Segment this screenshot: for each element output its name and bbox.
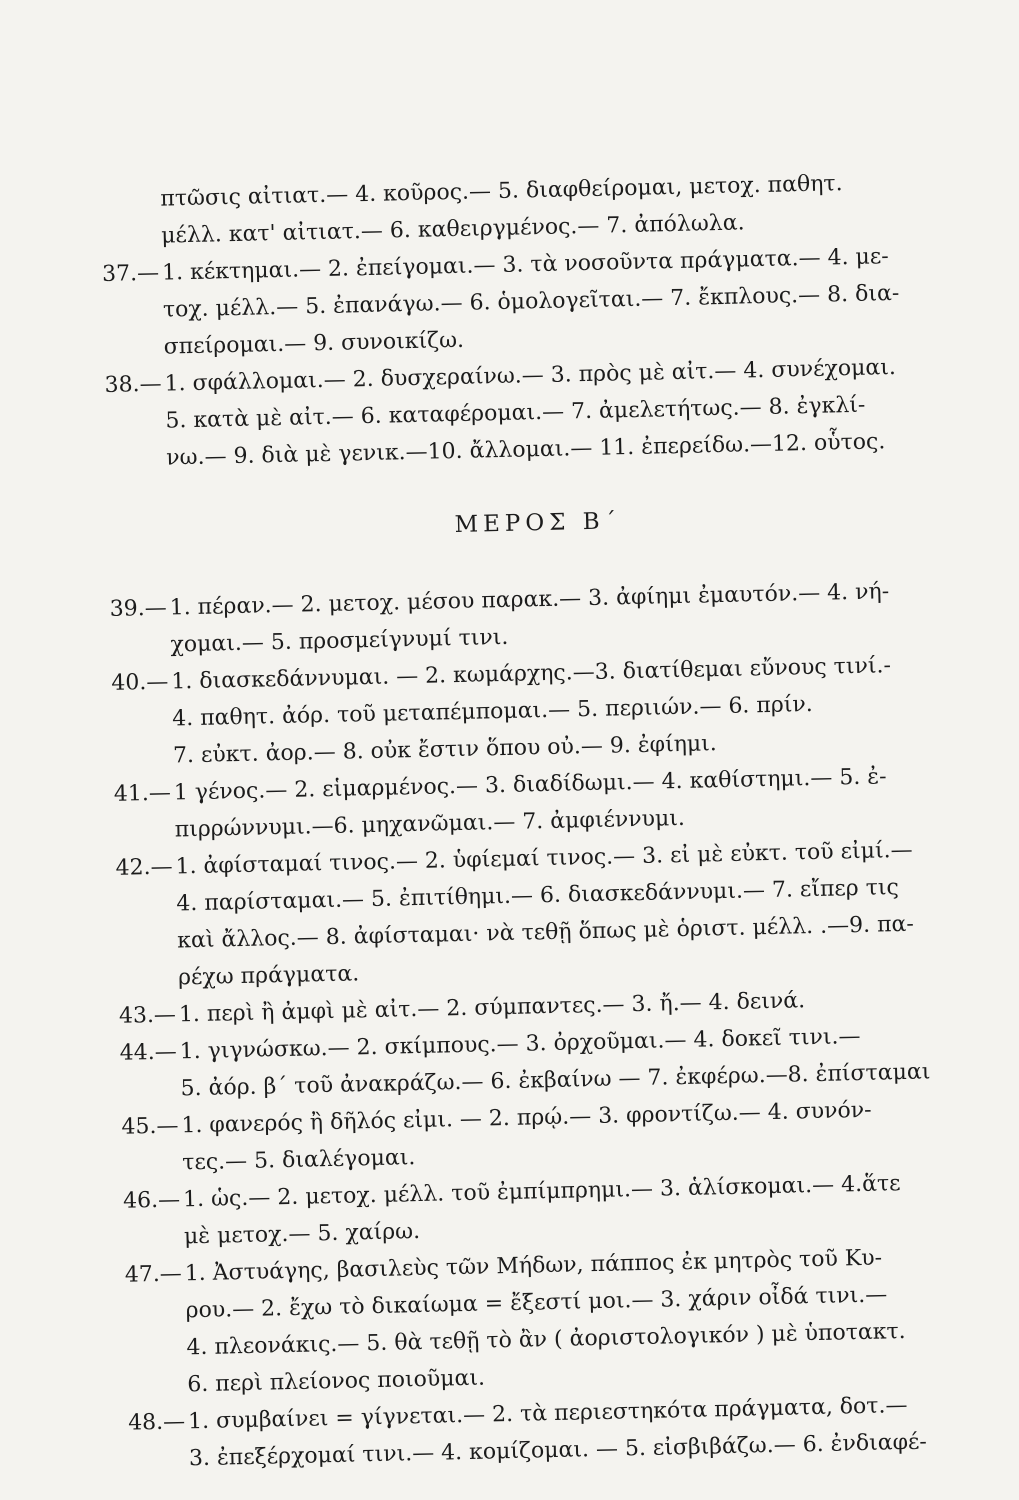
text-line: ρέχω πράγματα. <box>177 961 360 991</box>
text-line: σπείρομαι.— 9. συνοικίζω. <box>163 327 465 360</box>
entry-number: 39.— <box>109 595 167 622</box>
entry-number: 38.— <box>104 371 162 398</box>
text-line: 4. πλεονάκις.— 5. θὰ τεθῇ τὸ ἂν ( ἀοριστολογικόν ) μὲ ὑποτακτ. <box>186 1319 906 1361</box>
entry-number: 48.— <box>127 1409 186 1436</box>
text-line: 1. γιγνώσκω.— 2. σκίμπους.— 3. ὀρχοῦμαι.— 4. δοκεῖ τινι.— <box>179 1023 861 1065</box>
text-line: χομαι.— 5. προσμείγνυμί τινι. <box>170 624 509 658</box>
entry-number: 44.— <box>119 1039 178 1066</box>
text-line: πτῶσις αἰτιατ.— 4. κοῦρος.— 5. διαφθείρομαι, μετοχ. παθητ. <box>160 171 843 212</box>
entry-number: 42.— <box>115 854 173 881</box>
entry-number: 43.— <box>118 1002 177 1029</box>
text-line: μὲ μετοχ.— 5. χαίρω. <box>183 1219 421 1250</box>
text-line: 1 γένος.— 2. εἱμαρμένος.— 3. διαδίδωμι.— 4. καθίστημι.— 5. ἐ- <box>173 764 887 806</box>
text-line: 4. παρίσταμαι.— 5. ἐπιτίθημι.— 6. διασκεδάννυμι.— 7. εἴπερ τις <box>176 875 900 917</box>
entry-37 <box>102 236 964 366</box>
text-line: 1. ἀφίσταμαί τινος.— 2. ὑφίεμαί τινος.— 3. εἰ μὲ εὐκτ. τοῦ εἰμί.— <box>175 837 913 880</box>
text-line: 1. ὡς.— 2. μετοχ. μέλλ. τοῦ ἐμπίμπρημι.— 3. ἁλίσκομαι.— 4.ἅτε <box>182 1171 901 1213</box>
entry-number: 45.— <box>121 1113 179 1140</box>
entry-number: 40.— <box>111 669 169 696</box>
text-line: 1. Ἀστυάγης, βασιλεὺς τῶν Μήδων, πάππος ἐκ μητρὸς τοῦ Κυ- <box>184 1245 883 1287</box>
entry-number: 46.— <box>122 1187 181 1214</box>
text-line: μέλλ. κατ' αἰτιατ.— 6. καθειργμένος.— 7. ἀπόλωλα. <box>160 210 745 249</box>
text-line: 4. παθητ. ἀόρ. τοῦ μεταπέμπομαι.— 5. περιιών.— 6. πρίν. <box>171 691 814 732</box>
text-line: 6. περὶ πλείονος ποιοῦμαι. <box>187 1365 486 1398</box>
text-line: πιρρώννυμι.—6. μηχανῶμαι.— 7. ἀμφιέννυμι. <box>174 805 686 843</box>
text-line: νω.— 9. διὰ μὲ γενικ.—10. ἄλλομαι.— 11. ἐπερείδω.—12. οὗτος. <box>165 429 886 471</box>
text-line: 7. εὐκτ. ἀορ.— 8. οὐκ ἔστιν ὅπου οὐ.— 9. ἐφίημι. <box>172 731 718 769</box>
text-line: 1. πέραν.— 2. μετοχ. μέσου παρακ.— 3. ἀφίημι ἐμαυτόν.— 4. νή- <box>169 579 890 621</box>
text-line: 1. διασκεδάννυμαι. — 2. κωμάρχης.—3. διατίθεμαι εὔνους τινί.- <box>171 653 892 695</box>
section-heading: ΜΕΡΟΣ Β΄ <box>454 508 622 539</box>
text-line: 1. σφάλλομαι.— 2. δυσχεραίνω.— 3. πρὸς μὲ αἰτ.— 4. συνέχομαι. <box>164 354 897 397</box>
entry-number: 47.— <box>124 1261 183 1288</box>
text-line: 1. συμβαίνει = γίγνεται.— 2. τὰ περιεστηκότα πράγματα, δοτ.— <box>187 1393 908 1435</box>
entry-42 <box>115 830 978 997</box>
text-line: καὶ ἄλλος.— 8. ἀφίσταμαι· νὰ τεθῇ ὅπως μὲ ὁριστ. μέλλ. .—9. πα- <box>176 911 915 954</box>
text-line: 1. κέκτημαι.— 2. ἐπείγομαι.— 3. τὰ νοσοῦντα πράγματα.— 4. με- <box>161 244 889 286</box>
entry-40 <box>111 645 973 775</box>
text-line: 1. φανερός ἢ δῆλός εἰμι. — 2. πρῴ.— 3. φροντίζω.— 4. συνόν- <box>181 1097 872 1139</box>
entry-38 <box>104 347 966 477</box>
entry-47 <box>124 1237 987 1404</box>
entry-number: 37.— <box>101 260 160 287</box>
text-line: 3. ἐπεξέρχομαί τινι.— 4. κομίζομαι. — 5. εἰσβιβάζω.— 6. ἐνδιαφέ- <box>188 1429 928 1472</box>
text-line: ρου.— 2. ἔχω τὸ δικαίωμα = ἔξεστί μοι.— 3. χάριν οἶδά τινι.— <box>185 1282 888 1324</box>
text-line: τοχ. μέλλ.— 5. ἐπανάγω.— 6. ὁμολογεῖται.— 7. ἔκπλους.— 8. δια- <box>162 280 900 323</box>
text-block <box>100 162 989 1478</box>
text-line: τες.— 5. διαλέγομαι. <box>181 1145 416 1176</box>
entry-number: 41.— <box>113 780 172 807</box>
text-line: 5. κατὰ μὲ αἰτ.— 6. καταφέρομαι.— 7. ἀμελετήτως.— 8. ἐγκλί- <box>165 392 866 434</box>
text-line: 1. περὶ ἢ ἀμφὶ μὲ αἰτ.— 2. σύμπαντες.— 3. ἤ.— 4. δεινά. <box>178 988 806 1028</box>
text-line: 5. ἀόρ. β΄ τοῦ ἀνακράζω.— 6. ἐκβαίνω — 7. ἐκφέρω.—8. ἐπίσταμαι <box>180 1059 931 1102</box>
